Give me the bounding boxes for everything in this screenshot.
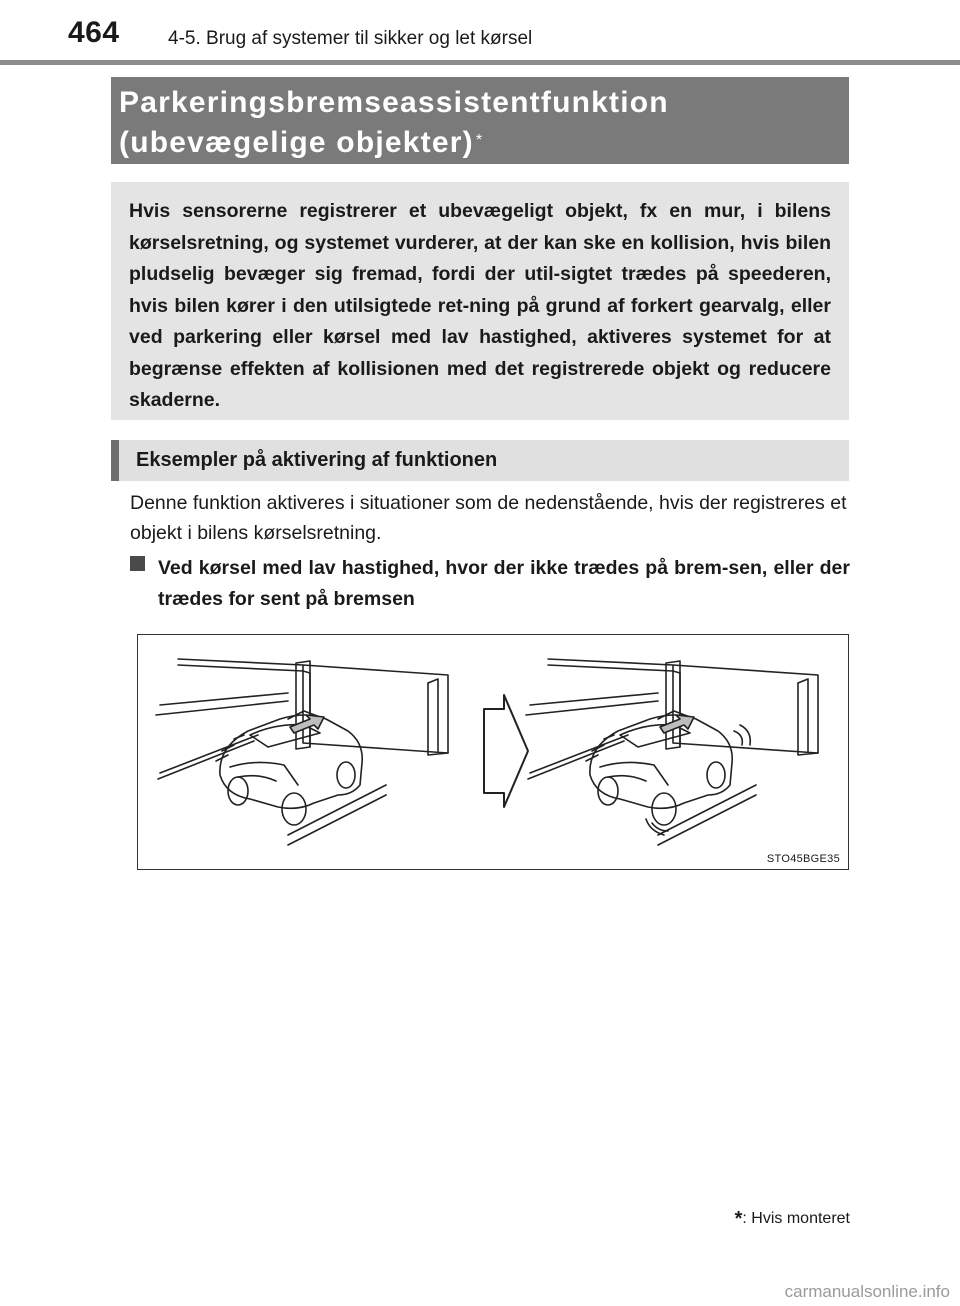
page-number: 464 [68,16,120,49]
wall-right [548,659,818,755]
watermark: carmanualsonline.info [784,1282,950,1301]
footnote-text: : Hvis monteret [742,1210,850,1227]
section-path: 4-5. Brug af systemer til sikker og let kørsel [168,28,533,49]
header-rule [0,60,960,65]
body-text: Denne funktion aktiveres i situationer som de nedenstående, hvis der registreres et objekt i bilens kørselsretning. [130,492,847,544]
section-header: Eksempler på aktivering af funktionen [111,440,849,481]
illustration-drawing [138,635,849,870]
asterisk-icon: * [734,1208,743,1230]
optional-equipment-mark: * [475,132,484,149]
figure-code: STO45BGE35 [766,853,840,865]
title-banner [111,77,849,164]
page-title: Parkeringsbremseassistentfunktion (ubevægelige objekter) [119,86,669,159]
illustration [137,634,849,870]
footnote [735,1208,850,1231]
wall-left [178,659,448,755]
bullet-item [130,553,850,615]
page-header [0,0,960,64]
bullet-square-icon [130,556,145,571]
intro-box [111,182,849,420]
intro-text: Hvis sensorerne registrerer et ubevægeligt objekt, fx en mur, i bilens kørselsretning, og systemet vurderer, at der kan ske en kollision, hvis bilen pludselig bevæger sig fremad, fordi der util-sigtet trædes på speederen, hvis bilen kører i den utilsigtede ret-ning på grund af forkert gearvalg, eller ved parkering eller kørsel med lav hastighed, aktiveres systemet for at begrænse effekten af kollisionen med det registrerede objekt og reducere skaderne. [129,200,831,411]
bullet-text: Ved kørsel med lav hastighed, hvor der ikke trædes på brem-sen, eller der trædes for sent på bremsen [158,557,850,610]
